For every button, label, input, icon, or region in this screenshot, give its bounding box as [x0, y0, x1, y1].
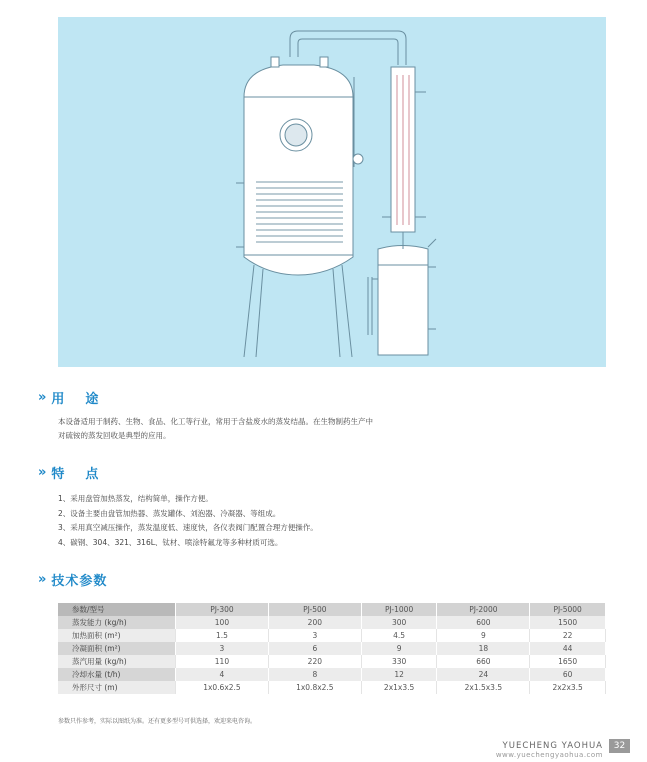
- table-row: [58, 616, 606, 629]
- table-header-row: [58, 603, 606, 616]
- section-title: 用 途: [51, 392, 103, 407]
- brand-url: www.yuechengyaohua.com: [495, 751, 603, 759]
- chevron-right-icon: »: [38, 572, 44, 587]
- table-cell: 冷凝面积 (m²): [58, 642, 176, 655]
- table-cell: 外形尺寸 (m): [58, 681, 176, 694]
- table-cell: 6: [268, 642, 361, 655]
- table-cell: 1x0.8x2.5: [268, 681, 361, 694]
- table-cell: 18: [437, 642, 530, 655]
- table-cell: 100: [176, 616, 269, 629]
- table-cell: 600: [437, 616, 530, 629]
- table-row: [58, 681, 606, 694]
- table-cell: 9: [437, 629, 530, 642]
- evaporator-diagram: [58, 17, 606, 367]
- table-note: 参数只作参考，实际以图纸为准。还有更多型号可供选择，欢迎来电咨询。: [58, 718, 257, 725]
- brand-name: YUECHENG YAOHUA: [502, 741, 603, 751]
- table-cell: 1.5: [176, 629, 269, 642]
- features-list: [58, 492, 578, 550]
- table-cell: 蒸汽用量 (kg/h): [58, 655, 176, 668]
- table-header-cell: PJ-2000: [437, 603, 530, 616]
- table-cell: 4: [176, 668, 269, 681]
- table-cell: 4.5: [361, 629, 437, 642]
- table-cell: 2x1.5x3.5: [437, 681, 530, 694]
- table-cell: 12: [361, 668, 437, 681]
- table-cell: 110: [176, 655, 269, 668]
- table-cell: 3: [176, 642, 269, 655]
- table-cell: 9: [361, 642, 437, 655]
- table-cell: 660: [437, 655, 530, 668]
- list-item: 3、采用真空减压操作，蒸发温度低、速度快，各仪表阀门配置合理方便操作。: [58, 523, 318, 532]
- table-cell: 冷却水量 (t/h): [58, 668, 176, 681]
- table-cell: 1x0.6x2.5: [176, 681, 269, 694]
- section-heading-specs: [38, 570, 107, 589]
- table-cell: 300: [361, 616, 437, 629]
- table-row: [58, 629, 606, 642]
- page-number: 32: [609, 739, 630, 753]
- table-cell: 60: [530, 668, 606, 681]
- table-cell: 加热面积 (m²): [58, 629, 176, 642]
- usage-line: 本设备适用于制药、生物、食品、化工等行业，常用于含盐废水的蒸发结晶。在生物制药生产中: [58, 417, 373, 426]
- chevron-right-icon: »: [38, 390, 44, 405]
- table-cell: 3: [268, 629, 361, 642]
- footer-brand: [496, 741, 603, 759]
- list-item: 2、设备主要由盘管加热器、蒸发罐体、刘泡器、冷凝器、等组成。: [58, 508, 281, 518]
- table-header-cell: PJ-1000: [361, 603, 437, 616]
- table-cell: 蒸发能力 (kg/h): [58, 616, 176, 629]
- table-cell: 8: [268, 668, 361, 681]
- table-row: [58, 655, 606, 668]
- usage-line: 对硫铵的蒸发回收是典型的应用。: [58, 431, 171, 440]
- table-cell: 2x1x3.5: [361, 681, 437, 694]
- equipment-drawing-panel: [58, 17, 606, 367]
- table-header-cell: PJ-500: [268, 603, 361, 616]
- section-title: 特 点: [51, 467, 103, 482]
- table-cell: 22: [530, 629, 606, 642]
- table-row: [58, 668, 606, 681]
- spec-table: [58, 603, 606, 694]
- table-header-cell: PJ-5000: [530, 603, 606, 616]
- list-item: 4、碳钢、304、321、316L、钛材、喷涂特氟龙等多种材质可选。: [58, 537, 283, 547]
- table-row: [58, 642, 606, 655]
- table-cell: 1500: [530, 616, 606, 629]
- table-header-cell: PJ-300: [176, 603, 269, 616]
- list-item: 1、采用盘管加热蒸发，结构简单，操作方便。: [58, 494, 213, 503]
- table-cell: 200: [268, 616, 361, 629]
- usage-paragraph: [58, 415, 528, 443]
- table-cell: 2x2x3.5: [530, 681, 606, 694]
- section-heading-features: [38, 463, 102, 482]
- section-title: 技术参数: [51, 574, 108, 589]
- table-cell: 330: [361, 655, 437, 668]
- table-cell: 1650: [530, 655, 606, 668]
- section-heading-usage: [38, 388, 102, 407]
- table-cell: 220: [268, 655, 361, 668]
- chevron-right-icon: »: [38, 465, 44, 480]
- table-cell: 44: [530, 642, 606, 655]
- table-cell: 24: [437, 668, 530, 681]
- table-header-cell: 参数/型号: [58, 603, 176, 616]
